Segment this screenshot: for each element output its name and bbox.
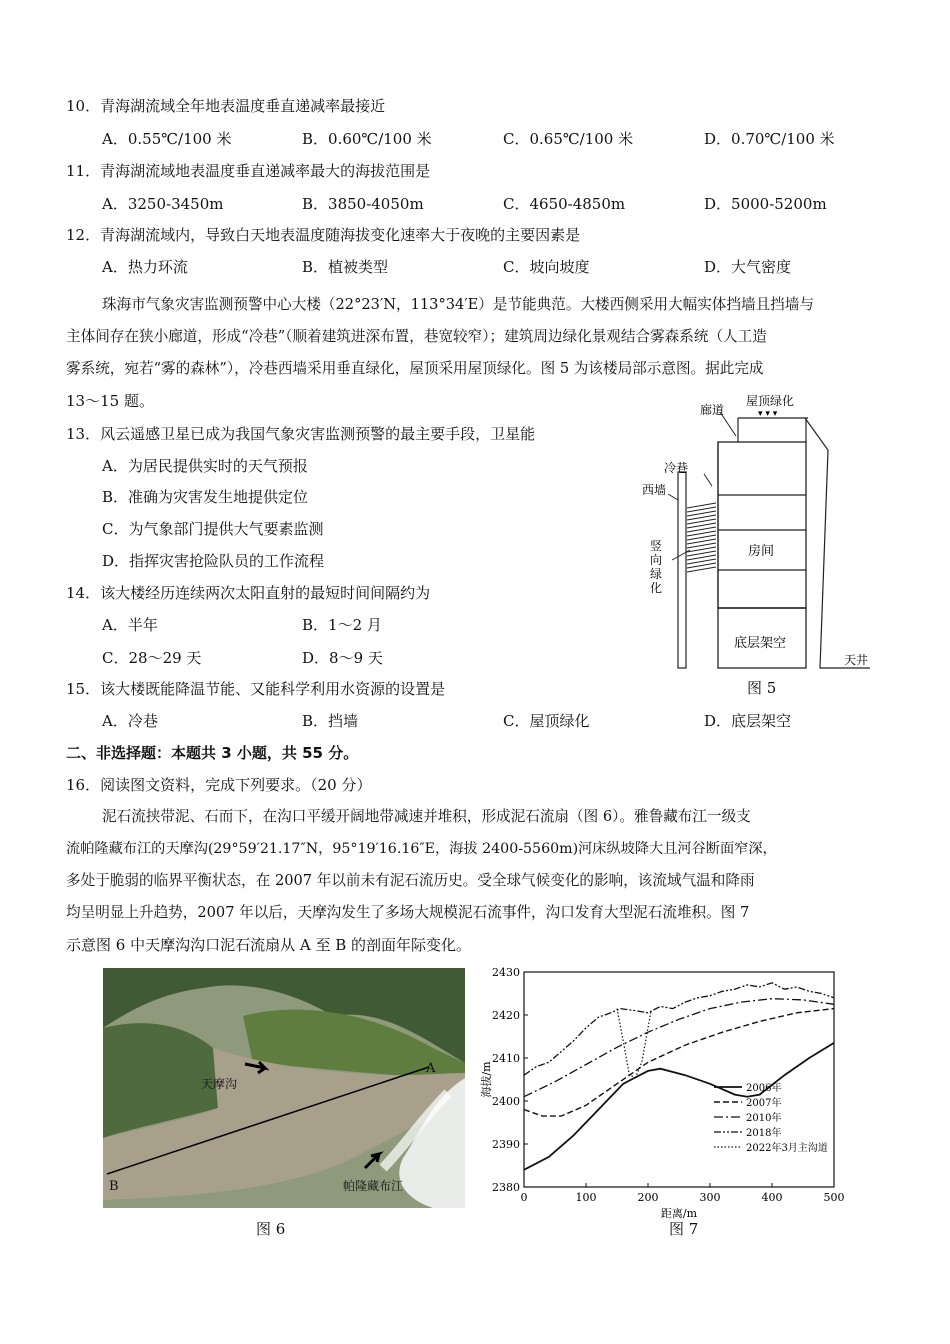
fig5-label-room: 房间	[748, 544, 775, 559]
fig6-label-b: B	[109, 1179, 119, 1194]
q16-line-1: 泥石流挟带泥、石而下，在沟口平缓开阔地带减速并堆积，形成泥石流扇（图 6）。雅鲁藏布江一级支	[102, 808, 751, 825]
fig7-x-tick-label: 500	[823, 1191, 845, 1204]
q12-option-d: D．大气密度	[704, 258, 792, 276]
q15-option-b: B．挡墙	[302, 712, 359, 730]
fig5-label-cold-lane: 冷巷	[664, 461, 689, 475]
figure-6-caption: 图 6	[256, 1220, 286, 1238]
q13-option-b: B．准确为灾害发生地提供定位	[102, 488, 309, 506]
fig5-label-vertical-4: 化	[650, 581, 663, 595]
q11-stem: 11．青海湖流域地表温度垂直递减率最大的海拔范围是	[66, 162, 431, 180]
intro-line-3: 雾系统，宛若“雾的森林”），冷巷西墙采用垂直绿化，屋顶采用屋顶绿化。图 5 为该楼局部示意图。据此完成	[66, 360, 764, 377]
fig7-series-line	[524, 983, 834, 1075]
fig7-y-tick-label: 2420	[492, 1009, 520, 1022]
q12-option-c: C．坡向坡度	[503, 258, 590, 276]
fig5-roof-markers: ▾ ▾ ▾	[758, 409, 778, 419]
fig7-x-tick-label: 300	[699, 1191, 721, 1204]
fig5-building-block	[718, 442, 806, 608]
intro-line-2: 主体间存在狭小廊道，形成“冷巷”（顺着建筑进深布置，巷宽较窄）；建筑周边绿化景观结合雾森系统（人工造	[66, 328, 767, 345]
fig5-vertical-greening	[687, 503, 716, 572]
fig5-label-vertical-1: 竖	[650, 539, 663, 553]
fig7-x-tick-label: 200	[637, 1191, 659, 1204]
fig5-west-wall	[678, 472, 686, 668]
q16-stem: 16．阅读图文资料，完成下列要求。（20 分）	[66, 776, 372, 794]
fig7-x-axis-label: 距离/m	[660, 1207, 698, 1220]
fig5-west-wall-pointer	[668, 494, 678, 500]
fig7-x-tick-label: 0	[520, 1191, 528, 1204]
q14-option-c: C．28～29 天	[102, 649, 202, 667]
fig7-y-tick-label: 2430	[492, 966, 520, 979]
fig5-label-roof: 屋顶绿化	[746, 394, 795, 408]
fig7-x-tick-label: 100	[575, 1191, 597, 1204]
fig5-courtyard-outline	[805, 418, 870, 668]
q12-option-a: A．热力环流	[102, 258, 188, 276]
q12-stem: 12．青海湖流域内，导致白天地表温度随海拔变化速率大于夜晚的主要因素是	[66, 226, 581, 244]
q11-option-d: D．5000-5200m	[704, 195, 827, 213]
fig7-y-tick-label: 2400	[492, 1095, 520, 1108]
q11-option-b: B．3850-4050m	[302, 195, 424, 213]
fig7-y-tick-label: 2380	[492, 1181, 520, 1194]
figure-5-building-diagram	[630, 390, 900, 672]
fig5-label-ground: 底层架空	[734, 636, 787, 651]
fig5-label-west-wall: 西墙	[642, 483, 667, 497]
fig5-label-vertical-3: 绿	[650, 567, 663, 581]
q10-option-d: D．0.70℃/100 米	[704, 130, 835, 148]
figure-5-caption: 图 5	[747, 679, 777, 697]
fig7-plot-frame	[524, 972, 834, 1187]
q16-line-3: 多处于脆弱的临界平衡状态，在 2007 年以前未有泥石流历史。受全球气候变化的影响，该流域气温和降雨	[66, 872, 755, 889]
fig7-series-line	[524, 1009, 834, 1117]
q12-option-b: B．植被类型	[302, 258, 389, 276]
figure-6-illustration	[103, 968, 465, 1208]
fig5-label-courtyard: 天井	[844, 653, 869, 667]
q15-option-c: C．屋顶绿化	[503, 712, 590, 730]
q14-option-b: B．1～2 月	[302, 616, 382, 634]
q13-stem: 13．风云遥感卫星已成为我国气象灾害监测预警的最主要手段，卫星能	[66, 425, 536, 443]
fig7-legend-label: 2010年	[746, 1113, 782, 1124]
q13-option-c: C．为气象部门提供大气要素监测	[102, 520, 324, 538]
fig7-y-axis-label: 海拔/m	[480, 1061, 493, 1098]
q11-option-c: C．4650-4850m	[503, 195, 626, 213]
intro-line-4: 13～15 题。	[66, 392, 154, 410]
q16-line-2: 流帕隆藏布江的天摩沟(29°59′21.17″N，95°19′16.16″E，海拔 2400-5560m)河床纵坡降大且河谷断面窄深，	[66, 841, 777, 857]
fig6-label-a: A	[426, 1061, 436, 1076]
figure-7-caption: 图 7	[669, 1220, 699, 1238]
q14-option-a: A．半年	[102, 616, 158, 634]
fig6-label-river: 帕隆藏布江	[343, 1179, 404, 1193]
q16-line-5: 示意图 6 中天摩沟沟口泥石流扇从 A 至 B 的剖面年际变化。	[66, 936, 472, 954]
q14-stem: 14．该大楼经历连续两次太阳直射的最短时间间隔约为	[66, 584, 431, 602]
fig7-x-tick-label: 400	[761, 1191, 783, 1204]
q11-option-a: A．3250-3450m	[102, 195, 224, 213]
q16-line-4: 均呈明显上升趋势，2007 年以后，天摩沟发生了多场大规模泥石流事件，沟口发育大型泥石流堆积。图 7	[66, 904, 750, 921]
fig6-label-gully: 天摩沟	[201, 1077, 238, 1091]
q13-option-a: A．为居民提供实时的天气预报	[102, 457, 308, 475]
intro-line-1: 珠海市气象灾害监测预警中心大楼（22°23′N，113°34′E）是节能典范。大楼西侧采用大幅实体挡墙且挡墙与	[102, 296, 814, 313]
fig7-legend-label: 2018年	[746, 1128, 782, 1139]
figure-7-chart	[478, 962, 848, 1220]
q15-stem: 15．该大楼既能降温节能、又能科学利用水资源的设置是	[66, 680, 446, 698]
q13-option-d: D．指挥灾害抢险队员的工作流程	[102, 552, 325, 570]
fig5-label-vertical-2: 向	[650, 553, 663, 567]
fig5-label-corridor: 廊道	[700, 403, 725, 417]
section-2-heading: 二、非选择题：本题共 3 小题，共 55 分。	[66, 744, 359, 762]
q14-option-d: D．8～9 天	[302, 649, 383, 667]
q15-option-a: A．冷巷	[102, 712, 158, 730]
fig7-legend-label: 2022年3月主沟道	[746, 1143, 828, 1154]
q15-option-d: D．底层架空	[704, 712, 792, 730]
fig5-greening-pointer	[672, 550, 690, 560]
fig7-y-tick-label: 2390	[492, 1138, 520, 1151]
q10-option-a: A．0.55℃/100 米	[102, 130, 232, 148]
fig7-series-line	[617, 1009, 651, 1078]
fig7-legend-label: 2006年	[746, 1083, 782, 1094]
fig7-y-tick-label: 2410	[492, 1052, 520, 1065]
q10-stem: 10．青海湖流域全年地表温度垂直递减率最接近	[66, 97, 386, 115]
fig7-legend-label: 2007年	[746, 1098, 782, 1109]
fig5-cold-lane-pointer	[704, 474, 712, 486]
q10-option-b: B．0.60℃/100 米	[302, 130, 432, 148]
figure-6-photo	[103, 968, 465, 1208]
q10-option-c: C．0.65℃/100 米	[503, 130, 634, 148]
